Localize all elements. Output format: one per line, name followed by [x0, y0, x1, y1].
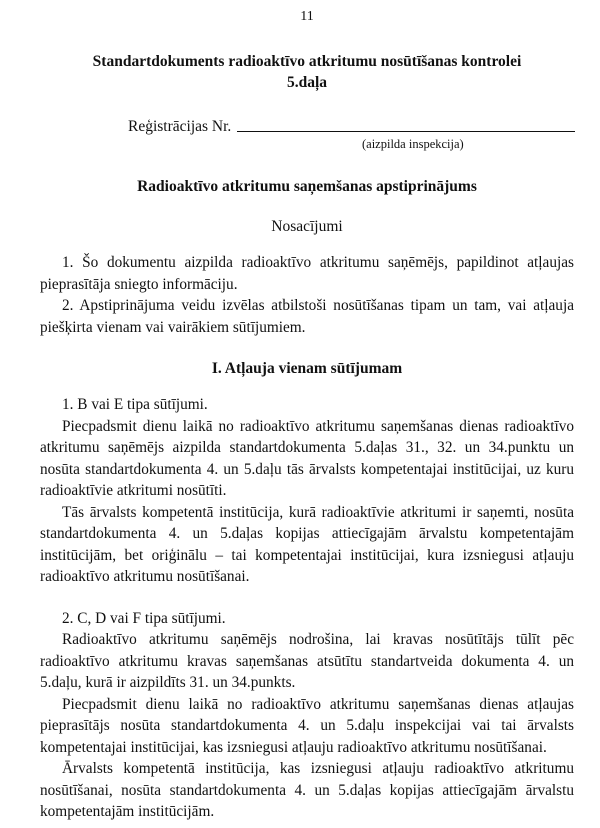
part-1-paragraph: Tās ārvalsts kompetentā institūcija, kurā radioaktīvie atkritumi ir saņemti, nosūta standartdokumenta 4. un 5.daļas kopijas attiecīgajām ārvalstu kompetentajām institūcijām, bet oriģinālu – tai kompetentajai institūcijai, kura izsniegusi atļauju radioaktīvo atkritumu nosūtīšanai.	[40, 503, 574, 585]
section-subtitle: Radioaktīvo atkritumu saņemšanas apstiprinājums	[137, 178, 477, 195]
part-1-heading: 1. B vai E tipa sūtījumi.	[62, 396, 208, 413]
registration-label: Reģistrācijas Nr.	[128, 118, 232, 135]
page-number: 11	[300, 9, 314, 24]
part-1-block	[40, 394, 574, 588]
spacer	[40, 588, 574, 608]
part-2-block	[40, 608, 574, 823]
registration-row	[128, 115, 574, 136]
condition-paragraph: 2. Apstiprinājuma veidu izvēlas atbilstoši nosūtīšanas tipam un tam, vai atļauja piešķirta vienam vai vairākiem sūtījumiem.	[40, 297, 574, 336]
registration-number-field[interactable]	[237, 115, 575, 132]
part-1-paragraph: Piecpadsmit dienu laikā no radioaktīvo atkritumu saņemšanas dienas radioaktīvo atkritumu saņēmējs aizpilda standartdokumenta 5.daļas 31., 32. un 34.punktu un nosūta standartdokumenta 4. un 5.daļu tās ārvalsts kompetentajai institūcijai, uz kuru radioaktīvie atkritumi nosūtīti.	[40, 417, 574, 499]
conditions-heading: Nosacījumi	[271, 218, 343, 235]
document-title-line-1: Standartdokuments radioaktīvo atkritumu nosūtīšanas kontrolei	[92, 53, 522, 70]
part-2-heading: 2. C, D vai F tipa sūtījumi.	[62, 609, 226, 627]
registration-hint: (aizpilda inspekcija)	[362, 137, 464, 151]
conditions-list	[40, 252, 574, 338]
section-heading: I. Atļauja vienam sūtījumam	[211, 360, 403, 377]
condition-paragraph: 1. Šo dokumentu aizpilda radioaktīvo atkritumu saņēmējs, papildinot atļaujas pieprasītāja sniegto informāciju.	[40, 254, 574, 293]
document-title	[40, 51, 574, 93]
part-2-paragraph: Piecpadsmit dienu laikā no radioaktīvo atkritumu saņemšanas dienas atļaujas pieprasītājs nosūta standartdokumenta 4. un 5.daļu inspekcijai vai tai ārvalsts kompetentajai institūcijai, kas izsniegusi atļauju radioaktīvo atkritumu nosūtīšanai.	[40, 695, 574, 756]
part-2-paragraph: Radioaktīvo atkritumu saņēmējs nodrošina, lai kravas nosūtītājs tūlīt pēc radioaktīvo atkritumu kravas saņemšanas atsūtītu standartveida dokumenta 4. un 5.daļu, kurā ir aizpildīts 31. un 34.punkts.	[40, 631, 574, 691]
document-title-line-2: 5.daļa	[286, 74, 328, 91]
part-2-paragraph: Ārvalsts kompetentā institūcija, kas izsniegusi atļauju radioaktīvo atkritumu nosūtīšanai, nosūta standartdokumenta 4. un 5.daļas kopijas attiecīgajām ārvalstu kompetentajām institūcijām.	[40, 760, 574, 820]
